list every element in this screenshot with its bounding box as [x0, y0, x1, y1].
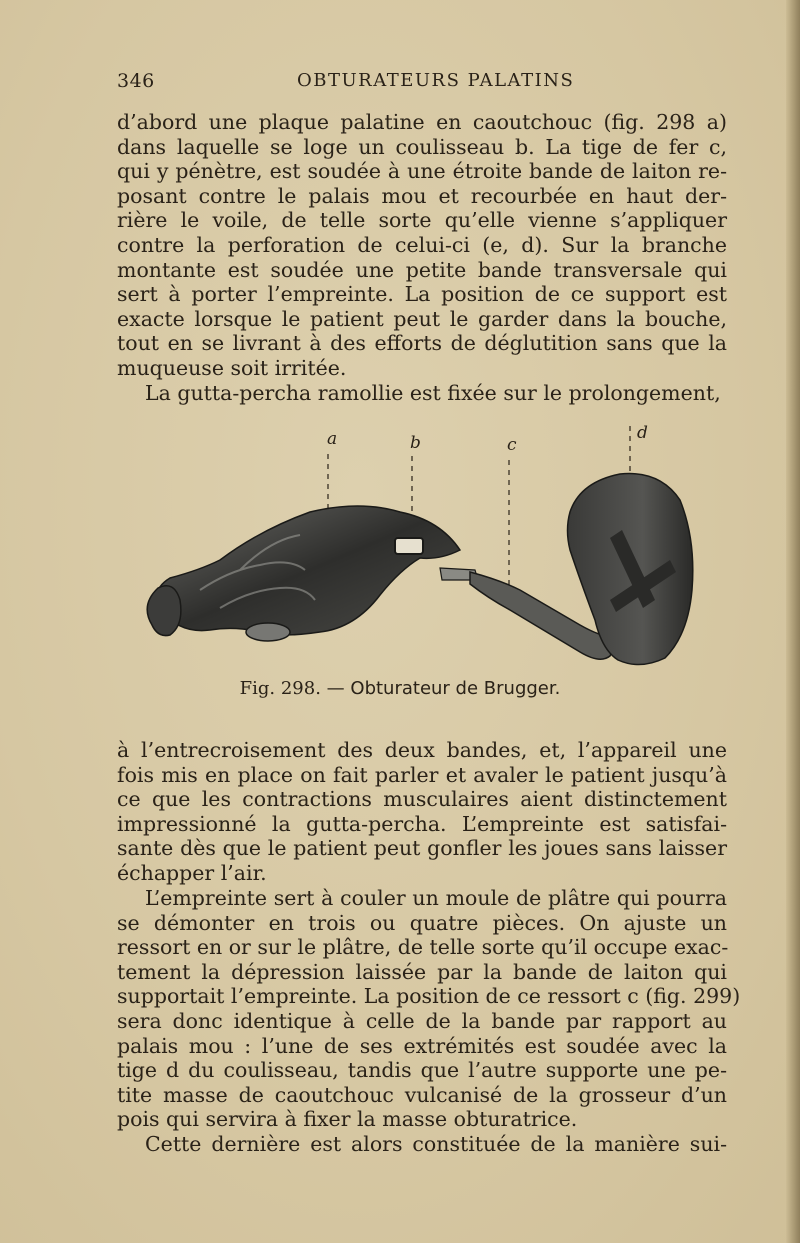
caption-text: Obturateur de Brugger. [350, 678, 561, 699]
slide-slot [395, 538, 423, 554]
paragraph-1 [117, 110, 727, 381]
paragraph-2 [117, 381, 727, 406]
text-line: tite masse de caoutchouc vulcanisé de la grosseur d’un [117, 1082, 727, 1107]
page-header [117, 70, 727, 98]
text-line: sert à porter l’empreinte. La position de ce support est [117, 282, 727, 307]
running-title: OBTURATEURS PALATINS [297, 70, 575, 91]
caption-number: Fig. 298. [239, 678, 321, 699]
paragraph-3 [117, 738, 727, 886]
palatal-plate [157, 506, 460, 635]
figure-298 [140, 420, 700, 680]
text-line: tige d du coulisseau, tandis que l’autre supporte une pe- [117, 1058, 727, 1083]
page-number: 346 [117, 70, 155, 92]
text-line: sante dès que le patient peut gonfler les joues sans laisser [117, 836, 727, 861]
text-line: palais mou : l’une de ses extrémités est soudée avec la [117, 1033, 727, 1058]
text-line: montante est soudée une petite bande transversale qui [117, 257, 727, 282]
text-line: se démonter en trois ou quatre pièces. On ajuste un [117, 910, 727, 935]
text-line: impressionné la gutta-percha. L’empreinte est satisfai- [117, 811, 727, 836]
text-line: exacte lorsque le patient peut le garder dans la bouche, [117, 306, 727, 331]
label-c: c [507, 435, 517, 455]
text-line: d’abord une plaque palatine en caoutchouc (fig. 298 a) [117, 110, 727, 134]
text-line: fois mis en place on fait parler et avaler le patient jusqu’à [117, 762, 727, 787]
caption-dash: — [326, 678, 345, 699]
obturator-illustration [140, 420, 700, 680]
text-line: muqueuse soit irritée. [117, 355, 347, 380]
text-line: supportait l’empreinte. La position de ce ressort c (fig. 299) [117, 984, 741, 1009]
label-b: b [410, 433, 421, 453]
text-line: tement la dépression laissée par la bande de laiton qui [117, 959, 727, 984]
text-line: rière le voile, de telle sorte qu’elle vienne s’appliquer [117, 208, 727, 233]
text-line: dans laquelle se loge un coulisseau b. La tige de fer c, [117, 134, 727, 159]
plate-knob [147, 586, 181, 636]
text-line: échapper l’air. [117, 860, 267, 885]
text-line: contre la perforation de celui-ci (e, d). Sur la branche [117, 232, 727, 257]
page-edge-shadow [786, 0, 800, 1243]
paragraph-5 [117, 1132, 727, 1157]
text-line: à l’entrecroisement des deux bandes, et, l’appareil une [117, 738, 727, 762]
text-line: tout en se livrant à des efforts de déglutition sans que la [117, 331, 727, 356]
label-d: d [637, 423, 648, 443]
paragraph-4 [117, 886, 741, 1132]
text-line: sera donc identique à celle de la bande par rapport au [117, 1008, 727, 1033]
text-line: Cette dernière est alors constituée de la manière sui- [145, 1132, 727, 1156]
text-line: ce que les contractions musculaires aient distinctement [117, 787, 727, 812]
figure-caption [0, 678, 800, 699]
text-line: L’empreinte sert à couler un moule de plâtre qui pourra [145, 886, 727, 910]
text-line: qui y pénètre, est soudée à une étroite bande de laiton re- [117, 159, 727, 184]
text-line: pois qui servira à fixer la masse obturatrice. [117, 1107, 578, 1132]
label-a: a [327, 429, 338, 449]
plate-ring [246, 623, 290, 641]
text-line: La gutta-percha ramollie est fixée sur le prolongement, [145, 381, 721, 405]
text-line: ressort en or sur le plâtre, de telle sorte qu’il occupe exac- [117, 935, 729, 960]
text-line: posant contre le palais mou et recourbée en haut der- [117, 183, 727, 208]
